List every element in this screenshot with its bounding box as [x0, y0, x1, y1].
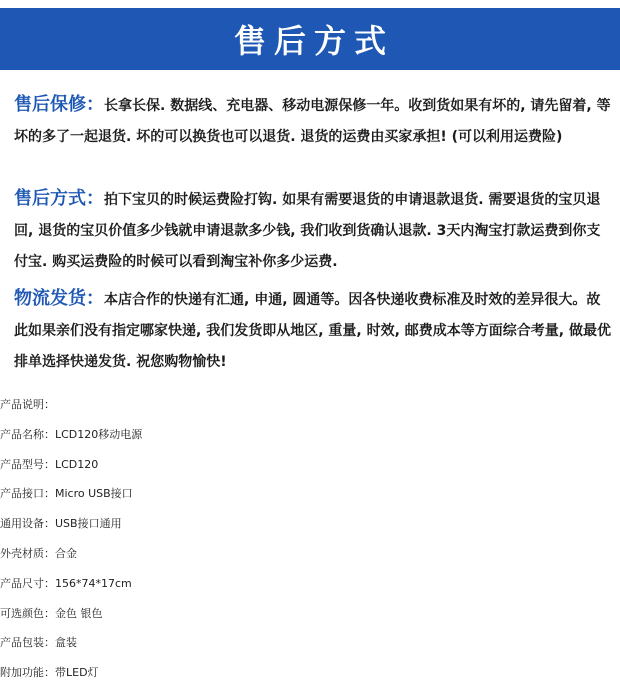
return-method-text: 拍下宝贝的时候运费险打钩. 如果有需要退货的申请退款退货. 需要退货的宝贝退回, 退货的宝贝价值多少钱就申请退款多少钱, 我们收到货确认退款. 3天内淘宝打款运费到你支付宝. 购买运费险的时候可以看到淘宝补你多少运费.	[14, 192, 601, 270]
shipping-text: 本店合作的快递有汇通, 申通, 圆通等。因各快递收费标准及时效的差异很大。故此如果亲们没有指定哪家快递, 我们发货即从地区, 重量, 时效, 邮费成本等方面综合考量, 做最优排单选择快递发货. 祝您购物愉快!	[14, 292, 611, 370]
return-method-section	[14, 183, 612, 278]
top-rule	[0, 0, 620, 6]
product-spec-list	[0, 394, 620, 692]
warranty-heading: 售后保修：	[14, 94, 104, 115]
page-title: 售后方式	[233, 22, 394, 60]
warranty-section	[14, 89, 612, 153]
spec-model: 产品型号：LCD120	[0, 457, 99, 471]
shipping-heading: 物流发货：	[14, 288, 104, 309]
spec-shell-material: 外壳材质：合金	[0, 546, 77, 560]
spec-product-name: 产品名称：LCD120移动电源	[0, 427, 143, 441]
spec-extra-feature: 附加功能：带LED灯	[0, 666, 99, 680]
return-method-heading: 售后方式：	[14, 188, 104, 209]
spec-size: 产品尺寸：156*74*17cm	[0, 576, 132, 590]
page-banner	[0, 8, 620, 70]
warranty-text: 长拿长保. 数据线、充电器、移动电源保修一年。收到货如果有坏的, 请先留着, 等坏的多了一起退货. 坏的可以换货也可以退货. 退货的运费由买家承担! (可以利用运费险)	[14, 98, 611, 145]
spec-intro: 产品说明：	[0, 398, 55, 411]
spec-colors: 可选颜色：金色 银色	[0, 606, 103, 620]
spec-compatible-devices: 通用设备：USB接口通用	[0, 517, 122, 531]
spec-packaging: 产品包装：盒装	[0, 636, 77, 650]
spec-interface: 产品接口：Micro USB接口	[0, 487, 133, 501]
shipping-section	[14, 283, 612, 378]
